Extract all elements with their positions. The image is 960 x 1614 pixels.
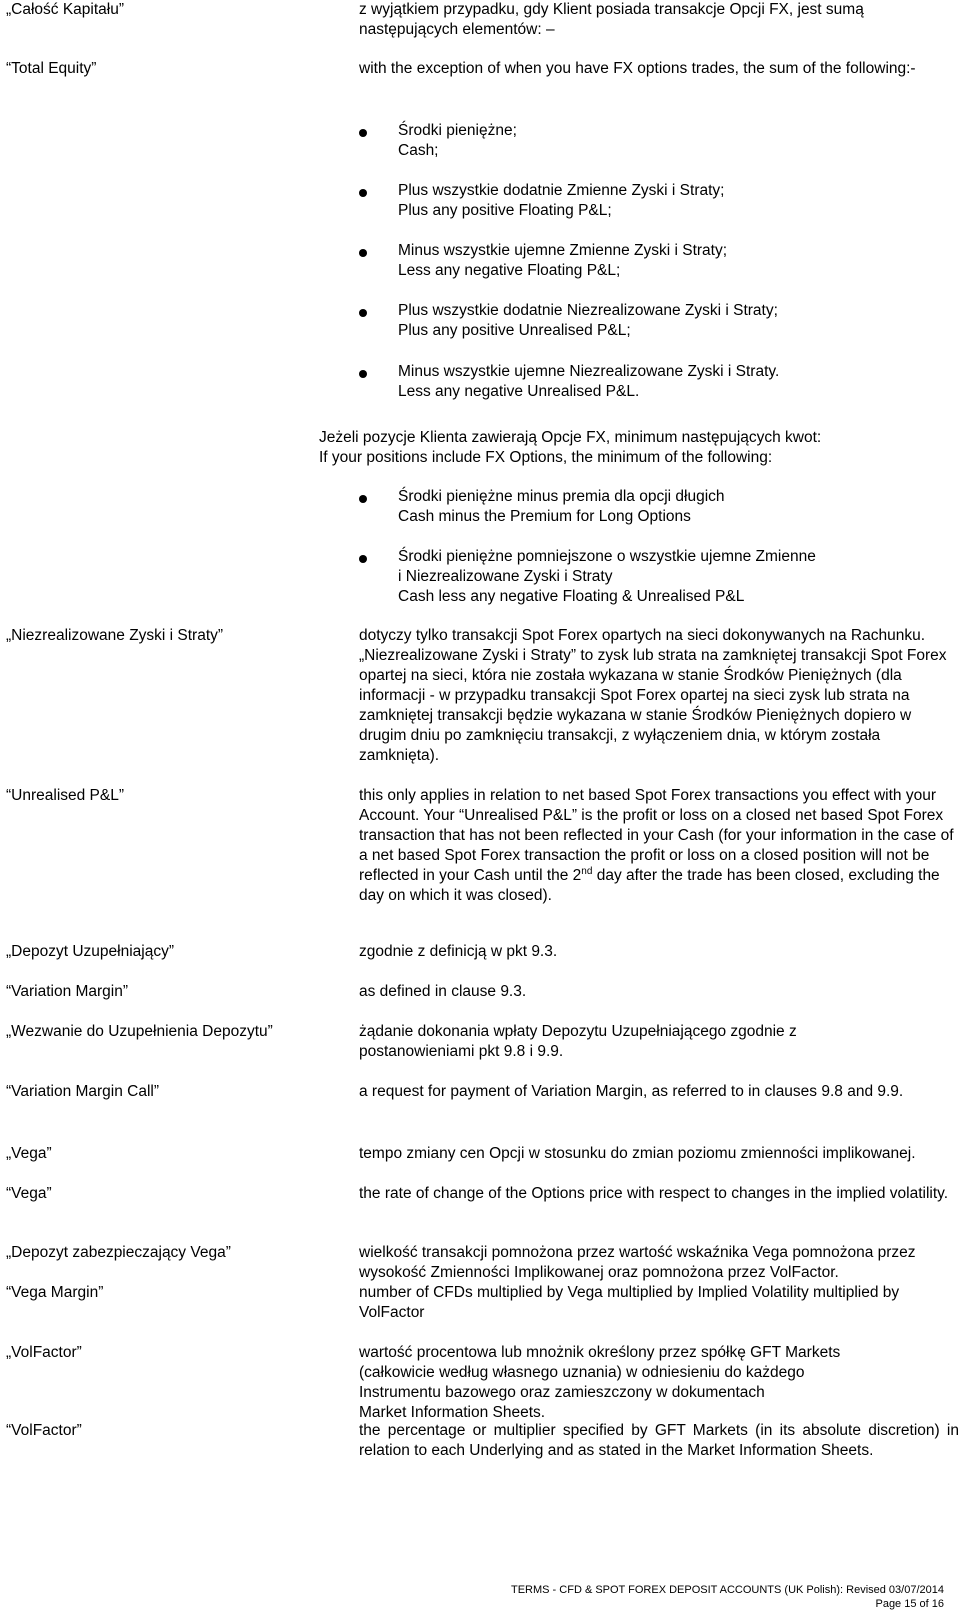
definition-variation-margin-pl: zgodnie z definicją w pkt 9.3. [359,943,558,960]
page-footer [511,1583,944,1611]
definition-volfactor-en: the percentage or multiplier specified by GFT Markets (in its absolute discretion) in relation to each Underlying and as stated in the Market Information Sheets. [359,1422,959,1459]
term-vega-pl: „Vega” [6,1145,52,1162]
definition-unrealised-pl-en: this only applies in relation to net based Spot Forex transactions you effect with your Account. Your “Unrealised P&L” is the profit or loss on a closed net based Spot Forex transaction that has not been reflected in your Cash (for your information in the case of a net based Spot Forex transaction the profit or loss on a closed position will not be reflected in your Cash until the 2nd day after the trade has been closed, excluding the day on which it was closed). [359,787,954,904]
bullet-icon [359,370,367,378]
bullet-icon [359,129,367,137]
definition-unrealised-pl-pl: dotyczy tylko transakcji Spot Forex opartych na sieci dokonywanych na Rachunku. „Niezrealizowane Zyski i Straty” to zysk lub strata na zamkniętej transakcji Spot Forex opartej na sieci, która nie została wykazana w stanie Środków Pieniężnych (dla informacji - w przypadku transakcji Spot Forex opartej na sieci zysk lub strata na zamkniętej transakcji będzie wykazana w stanie Środków Pieniężnych dopiero w drugim dniu po zamknięciu transakcji, z wyłączeniem dnia, w którym została zamknięta). [359,627,947,764]
definition-vega-margin-en: number of CFDs multiplied by Vega multiplied by Implied Volatility multiplied by VolFactor [359,1284,900,1321]
bullet-item-negative-unrealised: Minus wszystkie ujemne Niezrealizowane Zyski i Straty. Less any negative Unrealised P&L. [398,363,780,400]
definition-vega-pl: tempo zmiany cen Opcji w stosunku do zmian poziomu zmienności implikowanej. [359,1145,916,1162]
bullet-icon [359,309,367,317]
definition-variation-margin-en: as defined in clause 9.3. [359,983,527,1000]
term-volfactor-en: “VolFactor” [6,1422,82,1439]
fx-options-intro: Jeżeli pozycje Klienta zawierają Opcje FX, minimum następujących kwot: If your positions include FX Options, the minimum of the following: [319,429,822,466]
term-total-equity-pl: „Całość Kapitału” [6,1,125,18]
bullet-item-fx-long-options: Środki pieniężne minus premia dla opcji długich Cash minus the Premium for Long Options [398,488,725,525]
definition-vega-en: the rate of change of the Options price with respect to changes in the implied volatility. [359,1185,949,1202]
definition-variation-margin-call-en: a request for payment of Variation Margin, as referred to in clauses 9.8 and 9.9. [359,1083,904,1100]
bullet-item-positive-floating: Plus wszystkie dodatnie Zmienne Zyski i Straty; Plus any positive Floating P&L; [398,182,725,219]
bullet-icon [359,555,367,563]
term-variation-margin-call-pl: „Wezwanie do Uzupełnienia Depozytu” [6,1023,273,1040]
definition-variation-margin-call-pl: żądanie dokonania wpłaty Depozytu Uzupełniającego zgodnie z postanowieniami pkt 9.8 i 9.9. [359,1023,797,1060]
term-vega-margin-en: “Vega Margin” [6,1284,104,1301]
bullet-item-cash: Środki pieniężne; Cash; [398,122,517,159]
definition-volfactor-pl: wartość procentowa lub mnożnik określony przez spółkę GFT Markets (całkowicie według własnego uznania) w odniesieniu do każdego Instrumentu bazowego oraz zamieszczony w dokumentach Market Information Sheets. [359,1344,841,1421]
bullet-icon [359,189,367,197]
term-vega-margin-pl: „Depozyt zabezpieczający Vega” [6,1244,231,1261]
definition-total-equity-en: with the exception of when you have FX options trades, the sum of the following:- [359,60,916,77]
definition-vega-margin-pl: wielkość transakcji pomnożona przez wartość wskaźnika Vega pomnożona przez wysokość Zmienności Implikowanej oraz pomnożona przez VolFactor. [359,1244,916,1281]
term-volfactor-pl: „VolFactor” [6,1344,82,1361]
term-unrealised-pl-pl: „Niezrealizowane Zyski i Straty” [6,627,224,644]
term-variation-margin-pl: „Depozyt Uzupełniający” [6,943,174,960]
term-total-equity-en: “Total Equity” [6,60,97,77]
bullet-icon [359,249,367,257]
bullet-item-negative-floating: Minus wszystkie ujemne Zmienne Zyski i Straty; Less any negative Floating P&L; [398,242,728,279]
bullet-item-fx-negative-pl: Środki pieniężne pomniejszone o wszystkie ujemne Zmienne i Niezrealizowane Zyski i Straty Cash less any negative Floating & Unrealised P&L [398,548,816,605]
term-variation-margin-call-en: “Variation Margin Call” [6,1083,160,1100]
term-vega-en: “Vega” [6,1185,52,1202]
footer-document-title: TERMS - CFD & SPOT FOREX DEPOSIT ACCOUNTS (UK Polish): Revised 03/07/2014 [511,1584,944,1596]
bullet-icon [359,495,367,503]
definition-total-equity-pl: z wyjątkiem przypadku, gdy Klient posiada transakcje Opcji FX, jest sumą następujących elementów: – [359,1,864,38]
footer-page-number: Page 15 of 16 [875,1598,944,1610]
bullet-item-positive-unrealised: Plus wszystkie dodatnie Niezrealizowane Zyski i Straty; Plus any positive Unrealised P&L; [398,302,778,339]
term-unrealised-pl-en: “Unrealised P&L” [6,787,125,804]
term-variation-margin-en: “Variation Margin” [6,983,129,1000]
superscript: nd [581,865,593,877]
